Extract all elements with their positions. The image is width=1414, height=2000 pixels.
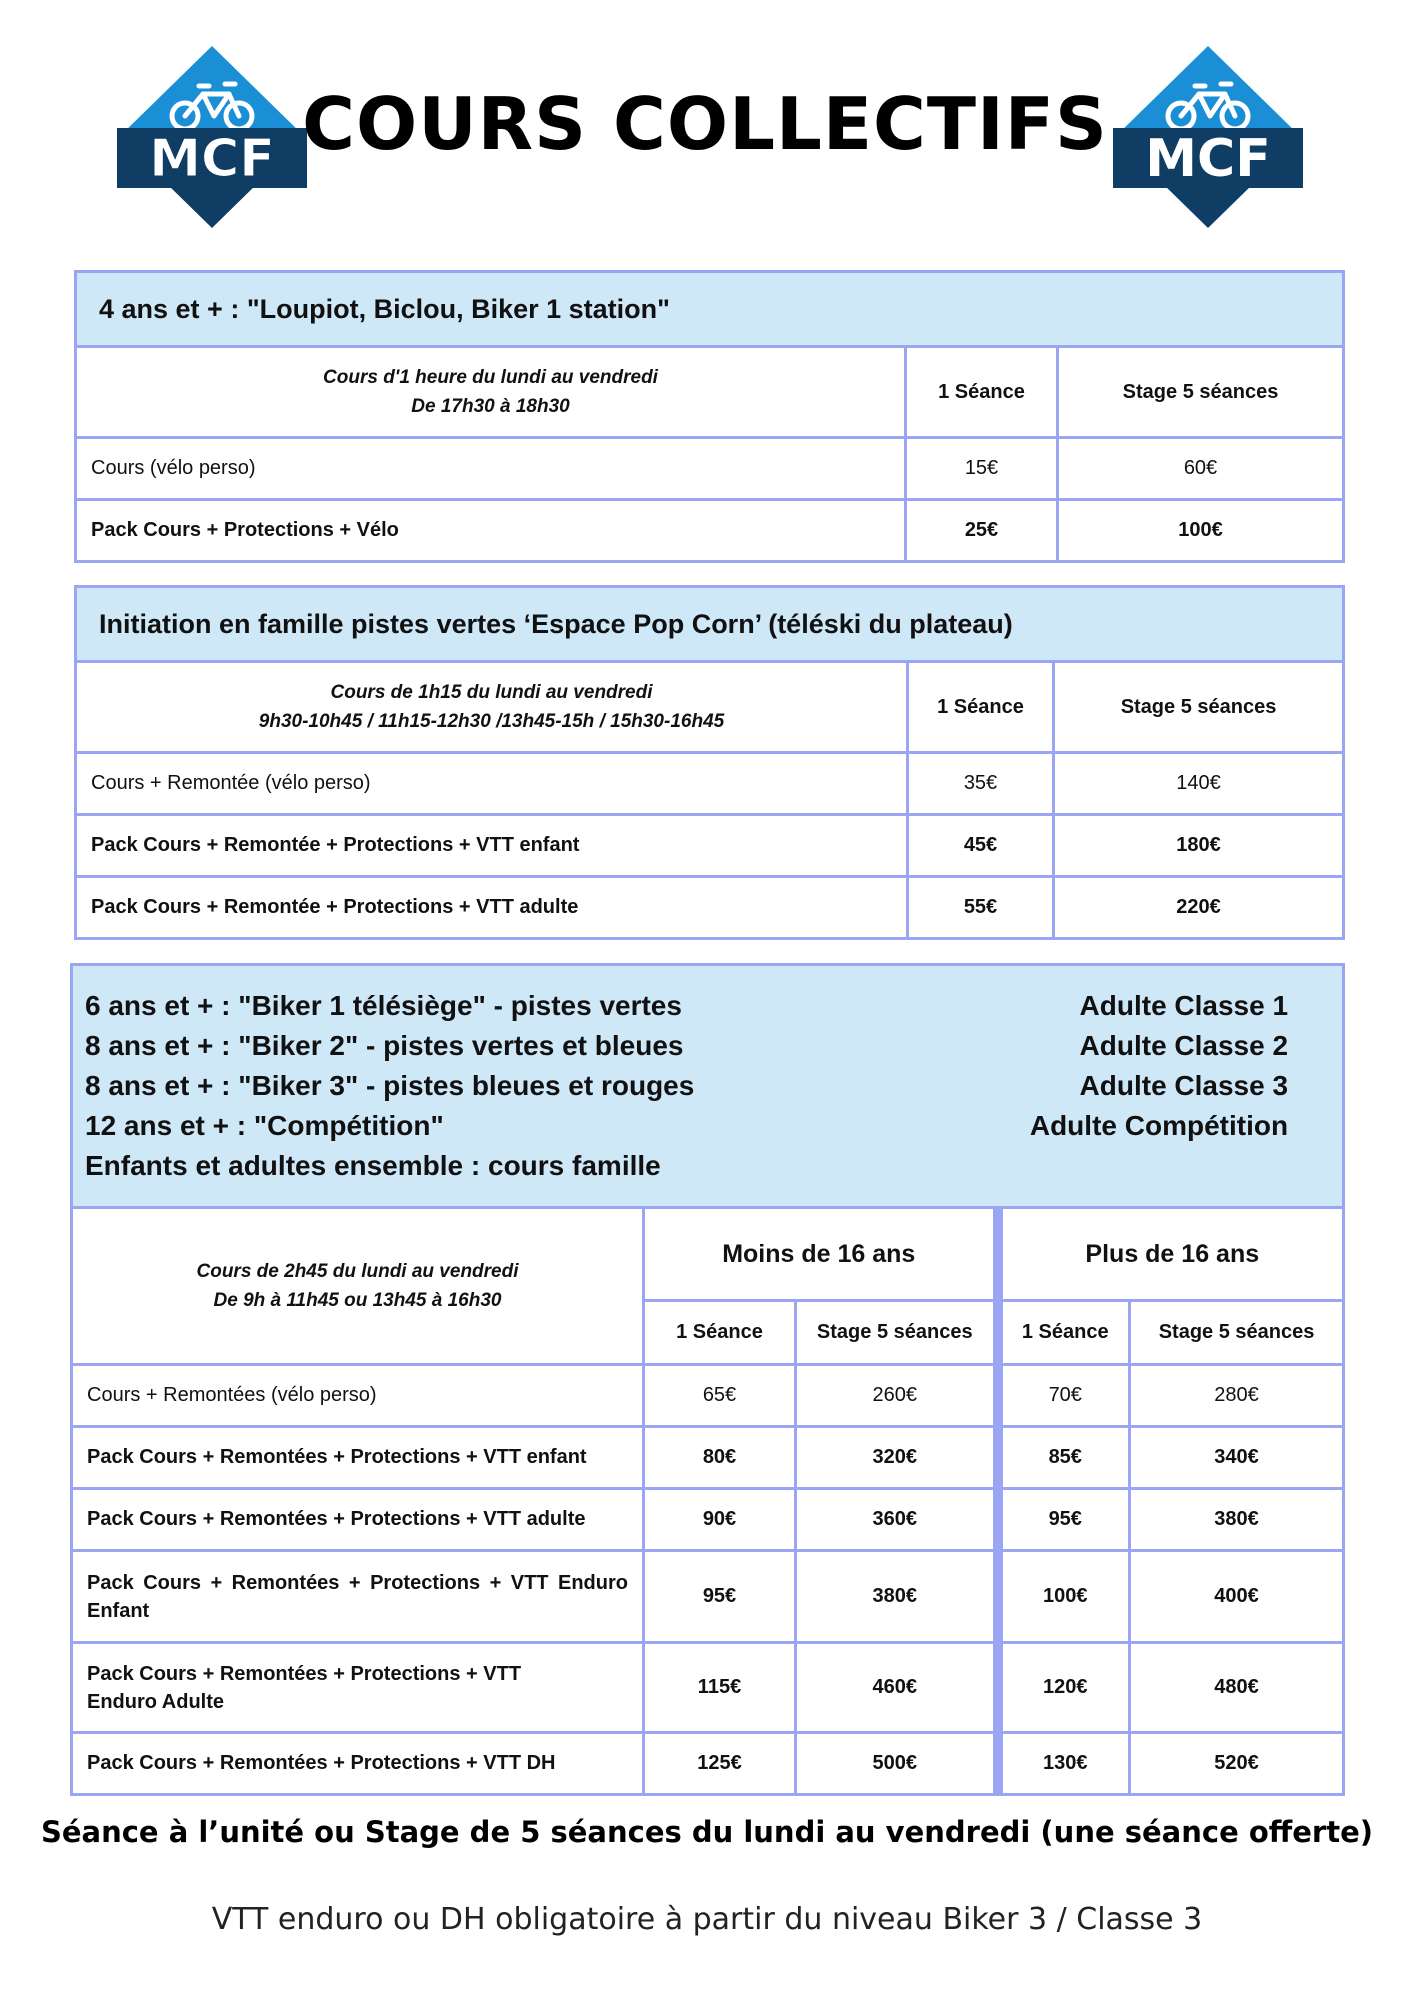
price-cell: 95€ — [644, 1551, 796, 1643]
price-cell: 80€ — [644, 1427, 796, 1489]
column-header: Stage 5 séances — [1054, 662, 1344, 753]
level-line: 6 ans et + : "Biker 1 télésiège" - pistes vertes Adulte Classe 1 — [85, 990, 1289, 1021]
price-cell: 65€ — [644, 1365, 796, 1427]
price-cell: 85€ — [998, 1427, 1130, 1489]
row-label: Pack Cours + Remontées + Protections + VTT enfant — [72, 1427, 644, 1489]
table-row — [72, 1489, 1344, 1551]
row-label: Cours (vélo perso) — [76, 438, 906, 500]
table-row — [72, 1427, 1344, 1489]
row-label: Pack Cours + Remontées + Protections + VTT Enduro Adulte — [72, 1643, 644, 1733]
table-row — [76, 500, 1344, 562]
svg-text:MCF: MCF — [1145, 129, 1271, 189]
row-label: Cours + Remontées (vélo perso) — [72, 1365, 644, 1427]
price-cell: 60€ — [1058, 438, 1344, 500]
table-row — [72, 1551, 1344, 1643]
column-header: 1 Séance — [998, 1301, 1130, 1365]
price-cell: 500€ — [796, 1733, 998, 1795]
price-cell: 15€ — [906, 438, 1058, 500]
table-row — [76, 877, 1344, 939]
course-schedule: Cours de 1h15 du lundi au vendredi 9h30-10h45 / 11h15-12h30 /13h45-15h / 15h30-16h45 — [76, 662, 908, 753]
svg-text:MCF: MCF — [149, 129, 275, 189]
price-cell: 55€ — [908, 877, 1054, 939]
pricing-table-loupiot — [74, 270, 1345, 563]
price-cell: 180€ — [1054, 815, 1344, 877]
price-cell: 115€ — [644, 1643, 796, 1733]
row-label: Pack Cours + Remontée + Protections + VTT enfant — [76, 815, 908, 877]
column-header: Stage 5 séances — [1058, 347, 1344, 438]
table-row — [76, 753, 1344, 815]
level-line: 12 ans et + : "Compétition" Adulte Compétition — [85, 1110, 1289, 1141]
group-header-under-16: Moins de 16 ans — [644, 1208, 998, 1301]
price-cell: 380€ — [1130, 1489, 1344, 1551]
price-cell: 125€ — [644, 1733, 796, 1795]
mcf-logo-right — [1113, 44, 1303, 230]
price-cell: 280€ — [1130, 1365, 1344, 1427]
price-cell: 380€ — [796, 1551, 998, 1643]
price-cell: 220€ — [1054, 877, 1344, 939]
level-line: 8 ans et + : "Biker 2" - pistes vertes et bleues Adulte Classe 2 — [85, 1030, 1289, 1061]
row-label: Pack Cours + Remontées + Protections + VTT DH — [72, 1733, 644, 1795]
price-cell: 95€ — [998, 1489, 1130, 1551]
price-cell: 360€ — [796, 1489, 998, 1551]
pricing-table-biker — [70, 963, 1345, 1796]
price-cell: 130€ — [998, 1733, 1130, 1795]
price-cell: 25€ — [906, 500, 1058, 562]
price-cell: 45€ — [908, 815, 1054, 877]
price-cell: 520€ — [1130, 1733, 1344, 1795]
price-cell: 100€ — [1058, 500, 1344, 562]
price-cell: 35€ — [908, 753, 1054, 815]
course-schedule: Cours de 2h45 du lundi au vendredi De 9h à 11h45 ou 13h45 à 16h30 — [72, 1208, 644, 1365]
levels-header — [72, 965, 1344, 1208]
price-cell: 480€ — [1130, 1643, 1344, 1733]
row-label: Pack Cours + Remontées + Protections + VTT Enduro Enfant — [72, 1551, 644, 1643]
price-cell: 400€ — [1130, 1551, 1344, 1643]
footer-note-requirement: VTT enduro ou DH obligatoire à partir du niveau Biker 3 / Classe 3 — [211, 1902, 1203, 1937]
price-cell: 260€ — [796, 1365, 998, 1427]
price-cell: 340€ — [1130, 1427, 1344, 1489]
table-row — [72, 1733, 1344, 1795]
price-cell: 320€ — [796, 1427, 998, 1489]
row-label: Pack Cours + Remontée + Protections + VTT adulte — [76, 877, 908, 939]
column-header: 1 Séance — [906, 347, 1058, 438]
price-cell: 100€ — [998, 1551, 1130, 1643]
price-cell: 70€ — [998, 1365, 1130, 1427]
table-row — [76, 438, 1344, 500]
price-cell: 90€ — [644, 1489, 796, 1551]
column-header: Stage 5 séances — [1130, 1301, 1344, 1365]
level-line: Enfants et adultes ensemble : cours famille — [85, 1150, 661, 1181]
page-title: COURS COLLECTIFS — [302, 82, 1108, 166]
row-label: Pack Cours + Protections + Vélo — [76, 500, 906, 562]
row-label: Pack Cours + Remontées + Protections + VTT adulte — [72, 1489, 644, 1551]
table-row — [76, 815, 1344, 877]
table-row — [72, 1365, 1344, 1427]
mcf-logo-left — [117, 44, 307, 230]
row-label: Cours + Remontée (vélo perso) — [76, 753, 908, 815]
pricing-table-popcorn — [74, 585, 1345, 940]
course-schedule: Cours d'1 heure du lundi au vendredi De 17h30 à 18h30 — [76, 347, 906, 438]
section-title: 4 ans et + : "Loupiot, Biclou, Biker 1 station" — [76, 272, 1344, 347]
price-cell: 460€ — [796, 1643, 998, 1733]
level-line: 8 ans et + : "Biker 3" - pistes bleues et rouges Adulte Classe 3 — [85, 1070, 1289, 1101]
column-header: 1 Séance — [908, 662, 1054, 753]
price-cell: 120€ — [998, 1643, 1130, 1733]
price-cell: 140€ — [1054, 753, 1344, 815]
table-row — [72, 1643, 1344, 1733]
column-header: 1 Séance — [644, 1301, 796, 1365]
footer-note-offer: Séance à l’unité ou Stage de 5 séances du lundi au vendredi (une séance offerte) — [40, 1815, 1374, 1849]
column-header: Stage 5 séances — [796, 1301, 998, 1365]
group-header-over-16: Plus de 16 ans — [998, 1208, 1344, 1301]
section-title: Initiation en famille pistes vertes ‘Espace Pop Corn’ (téléski du plateau) — [76, 587, 1344, 662]
